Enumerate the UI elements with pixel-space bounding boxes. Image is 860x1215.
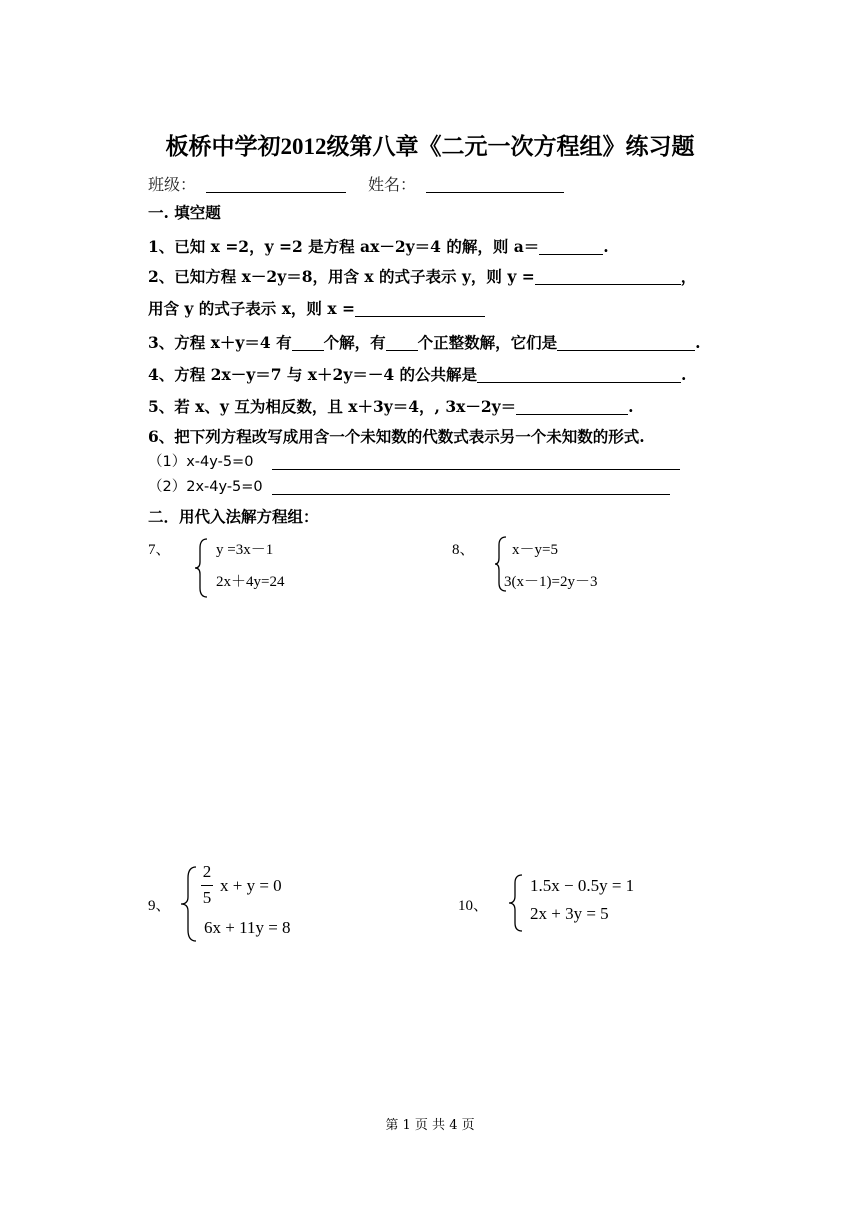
answer-blank-5[interactable] [516,398,628,415]
question-2b [148,298,485,320]
name-field[interactable] [426,176,564,193]
question-6: 6、把下列方程改写成用含一个未知数的代数式表示另一个未知数的形式. [148,427,645,446]
question-3-end: . [695,333,701,352]
question-1-text: 1、已知 x =2，y =2 是方程 ax－2y＝4 的解，则 a＝ [148,237,540,256]
question-1-end: . [603,237,609,256]
brace-7 [194,538,210,598]
problem-8-eq2: 3(x－1)=2y－3 [504,574,598,590]
question-4-text: 4、方程 2x－y＝7 与 x＋2y＝－4 的公共解是 [148,365,478,384]
answer-blank-4[interactable] [477,366,681,383]
problem-7-eq2: 2x＋4y=24 [216,574,285,590]
problem-7-eq1: y =3x－1 [216,542,274,558]
answer-blank-3b[interactable] [386,334,418,351]
problem-9-number: 9、 [148,898,171,914]
question-3-part3: 个正整数解，它们是 [417,333,558,352]
question-2a [148,266,696,288]
problem-9-fraction-bar [201,885,213,886]
answer-line-6-2[interactable] [272,494,670,495]
question-5 [148,396,634,418]
question-6-1: （1）x-4y-5=0 [148,454,254,470]
question-6-2: （2）2x-4y-5=0 [148,479,263,495]
class-label: 班级： [148,175,197,194]
problem-9-fraction-denominator: 5 [202,888,212,907]
problem-9-eq1: x + y = 0 [220,876,282,895]
question-3-part2: 个解，有 [323,333,386,352]
section1-heading: 一. 填空题 [148,203,221,222]
question-2a-text: 2、已知方程 x－2y＝8，用含 x 的式子表示 y，则 y = [148,267,535,286]
class-field[interactable] [206,176,346,193]
problem-8-eq1: x－y=5 [512,542,558,558]
question-4 [148,364,686,386]
brace-10 [508,874,524,932]
answer-blank-2a[interactable] [535,268,681,285]
answer-line-6-1[interactable] [272,469,680,470]
problem-8-number: 8、 [452,542,475,558]
question-2b-text: 用含 y 的式子表示 x，则 x = [148,299,355,318]
question-2a-end: ， [680,267,697,286]
section2-heading: 二．用代入法解方程组： [148,507,319,526]
answer-blank-1[interactable] [539,238,603,255]
page-footer: 第 1 页 共 4 页 [385,1118,475,1133]
brace-9 [180,866,198,942]
problem-9-fraction-numerator: 2 [202,862,212,881]
problem-10-number: 10、 [458,898,489,914]
page-title: 板桥中学初2012级第八章《二元一次方程组》练习题 [165,134,695,159]
name-label: 姓名： [368,175,417,194]
question-1 [148,236,609,258]
question-3-part1: 3、方程 x＋y＝4 有 [148,333,292,352]
question-5-end: . [628,397,634,416]
answer-blank-2b[interactable] [355,300,485,317]
question-4-end: . [681,365,687,384]
problem-9-eq2: 6x + 11y = 8 [204,918,291,937]
question-5-text: 5、若 x、y 互为相反数，且 x＋3y＝4，, 3x－2y＝ [148,397,517,416]
problem-7-number: 7、 [148,542,171,558]
answer-blank-3a[interactable] [292,334,324,351]
problem-10-eq1: 1.5x − 0.5y = 1 [530,876,635,895]
answer-blank-3c[interactable] [557,334,695,351]
problem-10-eq2: 2x + 3y = 5 [530,904,609,923]
question-3 [148,332,701,354]
